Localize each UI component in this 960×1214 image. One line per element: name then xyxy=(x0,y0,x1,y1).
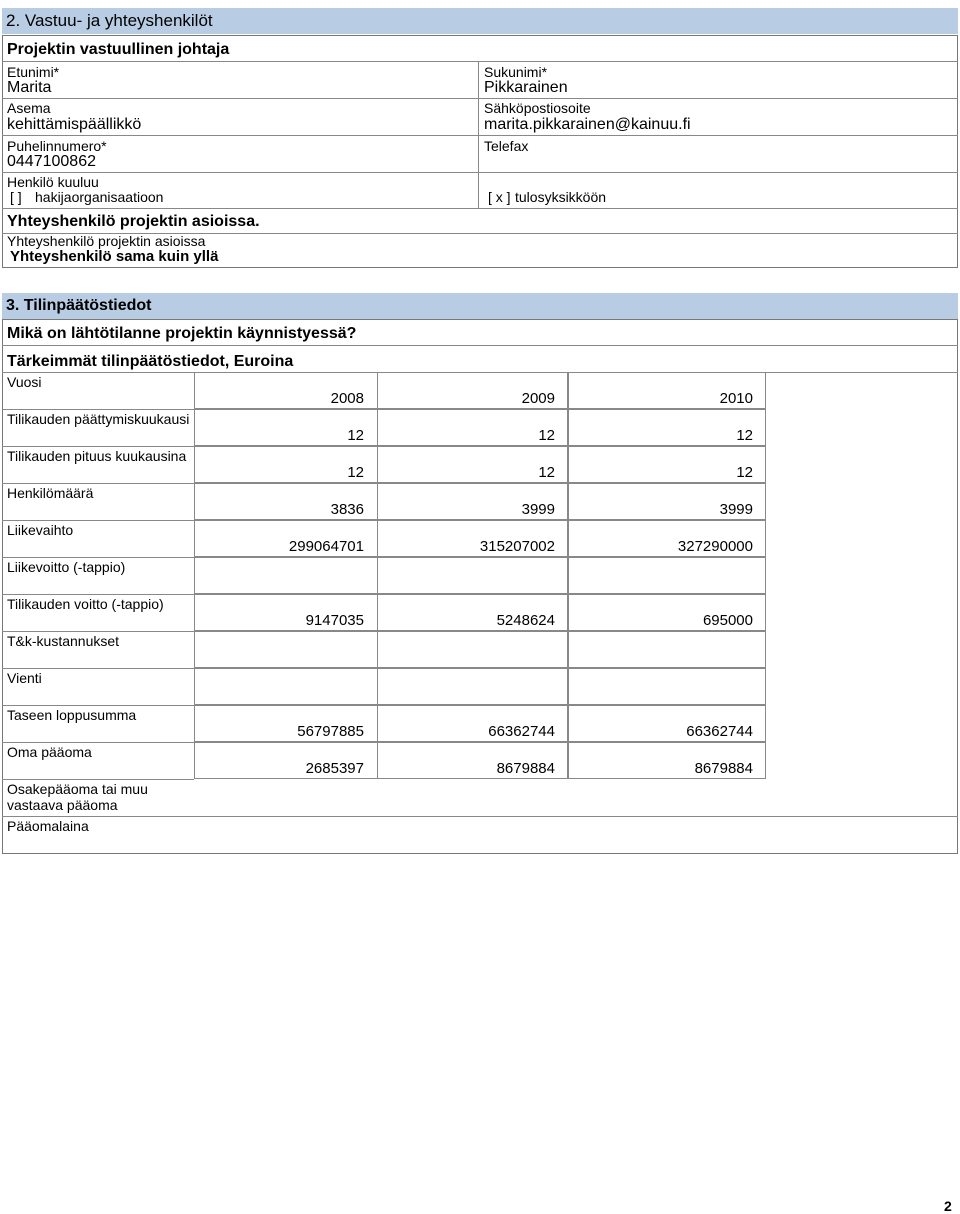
divider xyxy=(2,446,194,447)
option-unit-label: tulosyksikköön xyxy=(515,189,607,205)
cell-value: 2009 xyxy=(521,390,555,407)
row-label: Tilikauden voitto (-tappio) xyxy=(7,596,164,612)
capital-loan-label: Pääomalaina xyxy=(7,818,89,834)
cell-value: 12 xyxy=(347,464,364,481)
divider xyxy=(2,345,958,346)
leader-heading: Projektin vastuullinen johtaja xyxy=(7,41,230,58)
last-name-label: Sukunimi* xyxy=(484,64,548,80)
option-unit-checkbox[interactable]: [ x ] xyxy=(488,189,511,205)
cell-value: 3999 xyxy=(719,501,753,518)
first-name-value: Marita xyxy=(7,79,52,96)
divider xyxy=(2,172,958,173)
divider xyxy=(2,594,194,595)
table-cell xyxy=(568,668,766,705)
question-heading: Mikä on lähtötilanne projektin käynnistyessä? xyxy=(7,325,357,342)
belongs-label: Henkilö kuuluu xyxy=(7,174,99,190)
table-cell xyxy=(568,557,766,594)
option-organisation-checkbox[interactable]: [ ] xyxy=(10,189,22,205)
position-value: kehittämispäällikkö xyxy=(7,116,142,133)
divider xyxy=(2,409,194,410)
cell-value: 8679884 xyxy=(694,760,753,777)
divider xyxy=(2,816,958,817)
divider xyxy=(2,135,958,136)
cell-value: 66362744 xyxy=(686,723,753,740)
cell-value: 12 xyxy=(538,464,555,481)
cell-value: 695000 xyxy=(702,612,753,629)
table-cell xyxy=(568,631,766,668)
first-name-label: Etunimi* xyxy=(7,64,60,80)
cell-value: 299064701 xyxy=(288,538,364,555)
cell-value: 2010 xyxy=(719,390,753,407)
table-heading: Tärkeimmät tilinpäätöstiedot, Euroina xyxy=(7,353,294,370)
divider xyxy=(2,208,958,209)
cell-value: 12 xyxy=(347,427,364,444)
last-name-value: Pikkarainen xyxy=(484,79,568,96)
divider xyxy=(2,631,194,632)
page-number: 2 xyxy=(944,1198,952,1214)
cell-value: 315207002 xyxy=(479,538,555,555)
divider xyxy=(2,557,194,558)
divider xyxy=(2,705,194,706)
cell-value: 3836 xyxy=(330,501,364,518)
divider xyxy=(2,483,194,484)
contact-label: Yhteyshenkilö projektin asioissa xyxy=(7,233,206,249)
fax-label: Telefax xyxy=(484,138,529,154)
cell-value: 12 xyxy=(538,427,555,444)
cell-value: 8679884 xyxy=(496,760,555,777)
row-label: Vienti xyxy=(7,670,42,686)
divider xyxy=(2,520,194,521)
cell-value: 2008 xyxy=(330,390,364,407)
section-2-title: 2. Vastuu- ja yhteyshenkilöt xyxy=(2,8,958,34)
divider xyxy=(2,668,194,669)
cell-value: 56797885 xyxy=(297,723,364,740)
cell-value: 9147035 xyxy=(305,612,364,629)
table-cell xyxy=(377,557,568,594)
email-label: Sähköpostiosoite xyxy=(484,100,591,116)
row-label: Liikevoitto (-tappio) xyxy=(7,559,126,575)
cell-value: 66362744 xyxy=(488,723,555,740)
row-label: Tilikauden pituus kuukausina xyxy=(7,448,187,464)
equity-label-line2: vastaava pääoma xyxy=(7,797,118,813)
divider xyxy=(2,742,194,743)
cell-value: 5248624 xyxy=(496,612,555,629)
table-cell xyxy=(194,557,378,594)
section-3-title: 3. Tilinpäätöstiedot xyxy=(2,293,958,319)
cell-value: 3999 xyxy=(521,501,555,518)
table-cell xyxy=(377,668,568,705)
position-label: Asema xyxy=(7,100,51,116)
cell-value: 12 xyxy=(736,427,753,444)
row-label: Vuosi xyxy=(7,374,42,390)
row-label: Henkilömäärä xyxy=(7,485,94,501)
row-label: T&k-kustannukset xyxy=(7,633,120,649)
divider xyxy=(2,61,958,62)
row-label: Oma pääoma xyxy=(7,744,92,760)
divider xyxy=(2,779,194,780)
divider xyxy=(2,98,958,99)
table-cell xyxy=(377,631,568,668)
table-cell xyxy=(194,631,378,668)
phone-value: 0447100862 xyxy=(7,153,96,170)
cell-value: 327290000 xyxy=(677,538,753,555)
cell-value: 2685397 xyxy=(305,760,364,777)
option-organisation-label: hakijaorganisaatioon xyxy=(35,189,164,205)
contact-heading: Yhteyshenkilö projektin asioissa. xyxy=(7,213,260,230)
email-value: marita.pikkarainen@kainuu.fi xyxy=(484,116,691,133)
row-label: Tilikauden päättymiskuukausi xyxy=(7,411,190,427)
cell-value: 12 xyxy=(736,464,753,481)
row-label: Taseen loppusumma xyxy=(7,707,137,723)
contact-value: Yhteyshenkilö sama kuin yllä xyxy=(10,248,219,265)
equity-label-line1: Osakepääoma tai muu xyxy=(7,781,148,797)
table-cell xyxy=(194,668,378,705)
phone-label: Puhelinnumero* xyxy=(7,138,107,154)
row-label: Liikevaihto xyxy=(7,522,74,538)
